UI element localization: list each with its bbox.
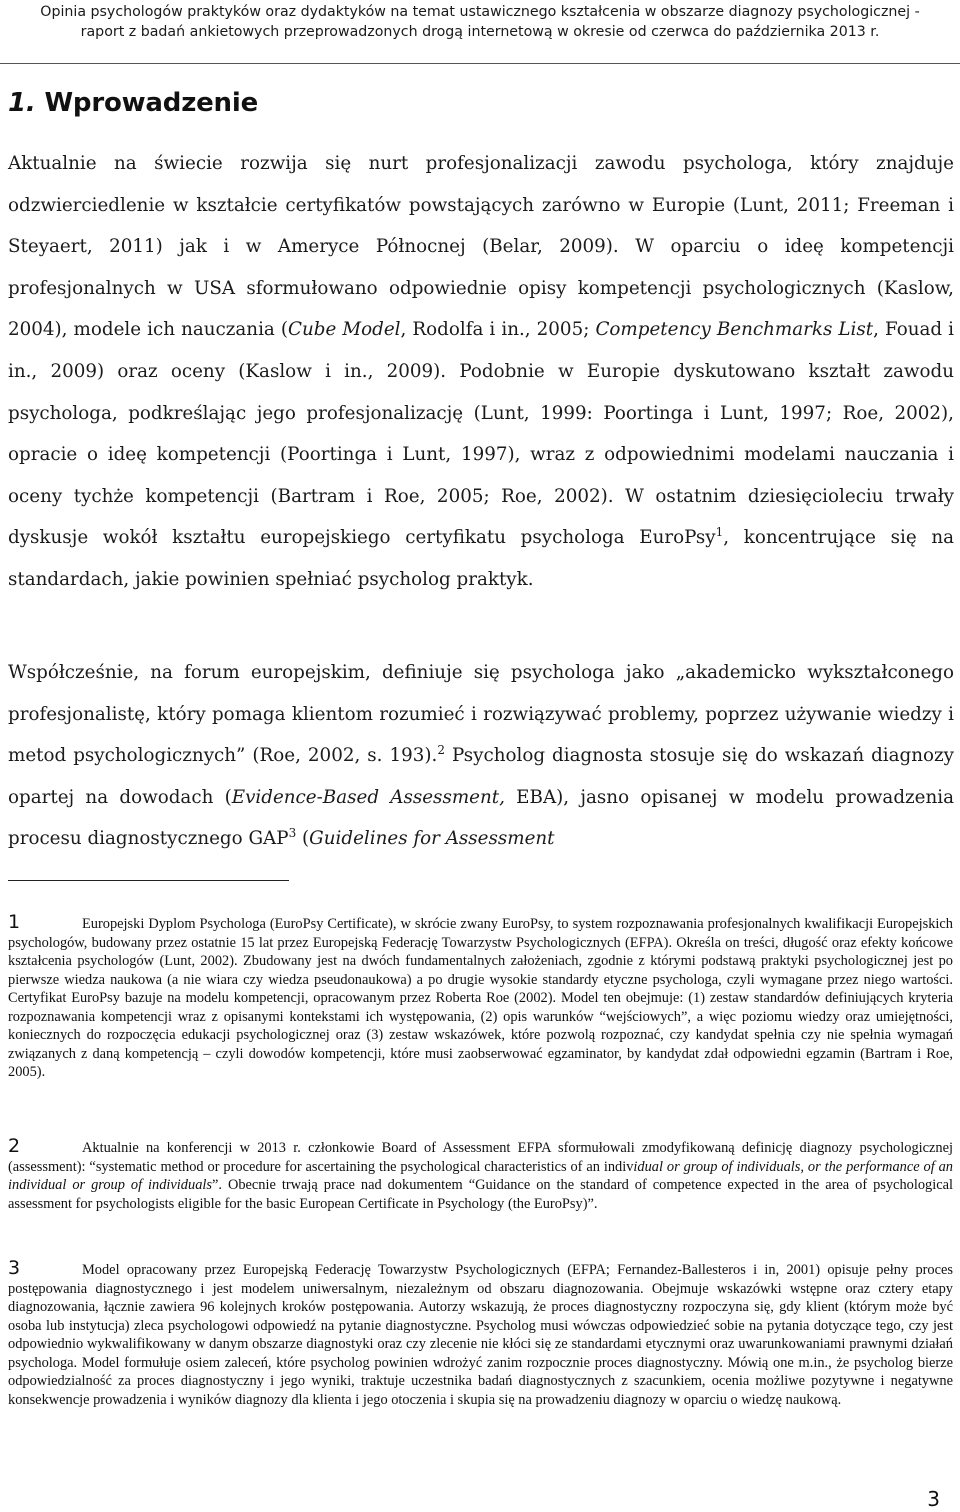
p1-text-3: , Fouad i in., 2009) oraz oceny (Kaslow i in., 2009). Podobnie w Europie dyskutowano kształt zawodu psychologa, podkreślając jego profesjonalizację (Lunt, 1999: Poortinga i Lunt, 1997; Roe, 2002), opracie o ideę kompetencji (Poortinga i Lunt, 1997), wraz z odpowiednimi modelami nauczania i oceny tychże kompetencji (Bartram i Roe, 2005; Roe, 2002). W ostatnim dziesięcioleciu trwały dyskusje wokół kształtu europejskiego certyfikatu psychologa EuroPsy: [8, 319, 955, 549]
footnote-3-mark: 3: [8, 1257, 21, 1279]
p2-text-1: Współcześnie, na forum europejskim, definiuje się psychologa jako „akademicko wykształconego profesjonalistę, który pomaga klientom rozumieć i rozwiązywać problemy, poprzez używanie wiedzy i metod psychologicznych” (Roe, 2002, s. 193).: [8, 662, 954, 767]
header-line-2: raport z badań ankietowych przeprowadzonych drogą internetową w okresie od czerwca do października 2013 r.: [80, 24, 880, 40]
p2-text-3: EBA), jasno opisanej w modelu prowadzenia procesu diagnostycznego GAP: [8, 786, 955, 850]
running-header: [0, 0, 960, 64]
footnote-2-text-1: Aktualnie na konferencji w 2013 r. członkowie Board of Assessment EFPA sformułowali zmodyfikowaną definicję diagnozy psychologicznej (assessment): “systematic method or procedure for ascertaining the psychological characteristics of an indiv: [8, 1140, 953, 1175]
p1-italic-cube-model: Cube Model: [288, 319, 401, 341]
paragraph-2: [8, 652, 954, 860]
footnote-2-text-2: ”. Obecnie trwają prace nad dokumentem “Guidance on the standard of competence expected in the area of psychological assessment for psychologists eligible for the basic European Certificate in Psychology (the EuroPsy)”.: [8, 1177, 953, 1212]
p2-text-2: Psycholog diagnosta stosuje się do wskazań diagnozy opartej na dowodach (: [8, 745, 954, 808]
paragraph-1: [8, 143, 954, 601]
footnote-1: [8, 913, 953, 1082]
footnote-2-mark: 2: [8, 1135, 21, 1157]
section-title: Wprowadzenie: [44, 88, 259, 118]
footnote-3-text: Model opracowany przez Europejską Federację Towarzystw Psychologicznych (EFPA; Fernandez-Ballesteros i in, 2001) opisuje pełny proces postępowania diagnostycznego i jest modelem uniwersalnym, niezależnym od obszaru diagnozowania. Obejmuje wskazówki wstępne oraz cztery etapy diagnozowania, łącznie zawiera 96 kolejnych kroków postępowania. Autorzy wskazują, że proces diagnostyczny rozpoczyna się, gdy klient (którym może być osoba lub instytucja) zleca psychologowi odpowiedź na pytanie diagnostyczne. Psycholog musi wówczas odpowiedzieć sobie na pytania dotyczące tego, czy jest odpowiednio wykwalifikowany w danym obszarze diagnostyki oraz czy zlecenie nie kłóci się ze standardami etycznymi oraz uwarunkowaniami prawnymi działań psychologa. Model formułuje osiem zaleceń, które psycholog powinien wdrożyć zanim rozpocznie proces diagnostyczny. Mówią one m.in., że psycholog bierze odpowiedzialność za proces diagnostyczny i jego wyniki, traktuje uczestnika badań diagnostycznych z szacunkiem, ocenia możliwe pozytywne i negatywne konsekwencje prowadzenia i wyników diagnozy dla klienta i jego otoczenia i skupia się na prowadzeniu diagnozy w oparciu o wiedzę naukową.: [8, 1262, 953, 1408]
footnote-3: [8, 1259, 953, 1409]
footnote-2-italic: idual or group of individuals, or the performance of an individual or group of individuals: [8, 1158, 953, 1193]
p2-italic-eba: Evidence-Based Assessment,: [231, 786, 505, 808]
footnote-separator: [8, 880, 289, 881]
footnote-ref-3[interactable]: 3: [288, 826, 297, 841]
footnote-ref-2[interactable]: 2: [437, 743, 445, 758]
p1-text-1: Aktualnie na świecie rozwija się nurt profesjonalizacji zawodu psychologa, który znajduje odzwierciedlenie w kształcie certyfikatów powstających zarówno w Europie (Lunt, 2011; Freeman i Steyaert, 2011) jak i w Ameryce Północnej (Belar, 2009). W oparciu o ideę kompetencji profesjonalnych w USA sformułowano odpowiednie opisy kompetencji psychologicznych (Kaslow, 2004), modele ich nauczania (: [8, 153, 954, 341]
footnote-2: [8, 1137, 953, 1213]
page-number: 3: [927, 1487, 940, 1511]
footnote-1-text: Europejski Dyplom Psychologa (EuroPsy Certificate), w skrócie zwany EuroPsy, to system rozpoznawania profesjonalnych kwalifikacji Europejskich psychologów, budowany przez ostatnie 15 lat przez Europejską Federację Towarzystw Psychologicznych (EFPA). Określa on treści, długość oraz efekty końcowe kształcenia psychologów (Lunt, 2002). Zbudowany jest na dwóch fundamentalnych założeniach, zgodnie z którymi podstawą praktyki psychologicznej jest po pierwsze wiedza naukowa (a nie wiara czy wiedza pseudonaukowa) a po drugie wysokie standardy etyczne psychologa, czyli wymagane przez niego wartości. Certyfikat EuroPsy bazuje na modelu kompetencji, opracowanym przez Roberta Roe (2002). Model ten obejmuje: (1) zestaw standardów definiujących kryteria rozpoznawania kompetencji wraz z opisanymi kontekstami ich występowania, (2) opis warunków “wejściowych”, a więc poziomu wiedzy oraz umiejętności, koniecznych do rozpoczęcia edukacji psychologicznej oraz (3) zestaw wskazówek, które pozwolą rozpoznać, czy kandydat spełnia czy nie spełnia wymagań związanych z daną kompetencją – czyli dowodów kompetencji, które musi zaobserwować egzaminator, by kandydat zdał odpowiedni egzamin (Bartram i Roe, 2005).: [8, 916, 953, 1080]
p2-italic-guidelines: Guidelines for Assessment: [309, 828, 555, 850]
p1-text-2: , Rodolfa i in., 2005;: [400, 319, 596, 341]
footnote-1-mark: 1: [8, 911, 21, 933]
p1-text-4: , koncentrujące się na standardach, jakie powinien spełniać psycholog praktyk.: [8, 527, 954, 590]
footnote-ref-1[interactable]: 1: [715, 525, 724, 540]
section-heading: [8, 88, 258, 118]
p2-text-4: (: [296, 828, 310, 850]
p1-italic-benchmarks: Competency Benchmarks List: [595, 319, 874, 341]
header-line-1: Opinia psychologów praktyków oraz dydaktyków na temat ustawicznego kształcenia w obszarze diagnozy psychologicznej -: [40, 4, 920, 20]
section-number: 1.: [8, 88, 36, 118]
